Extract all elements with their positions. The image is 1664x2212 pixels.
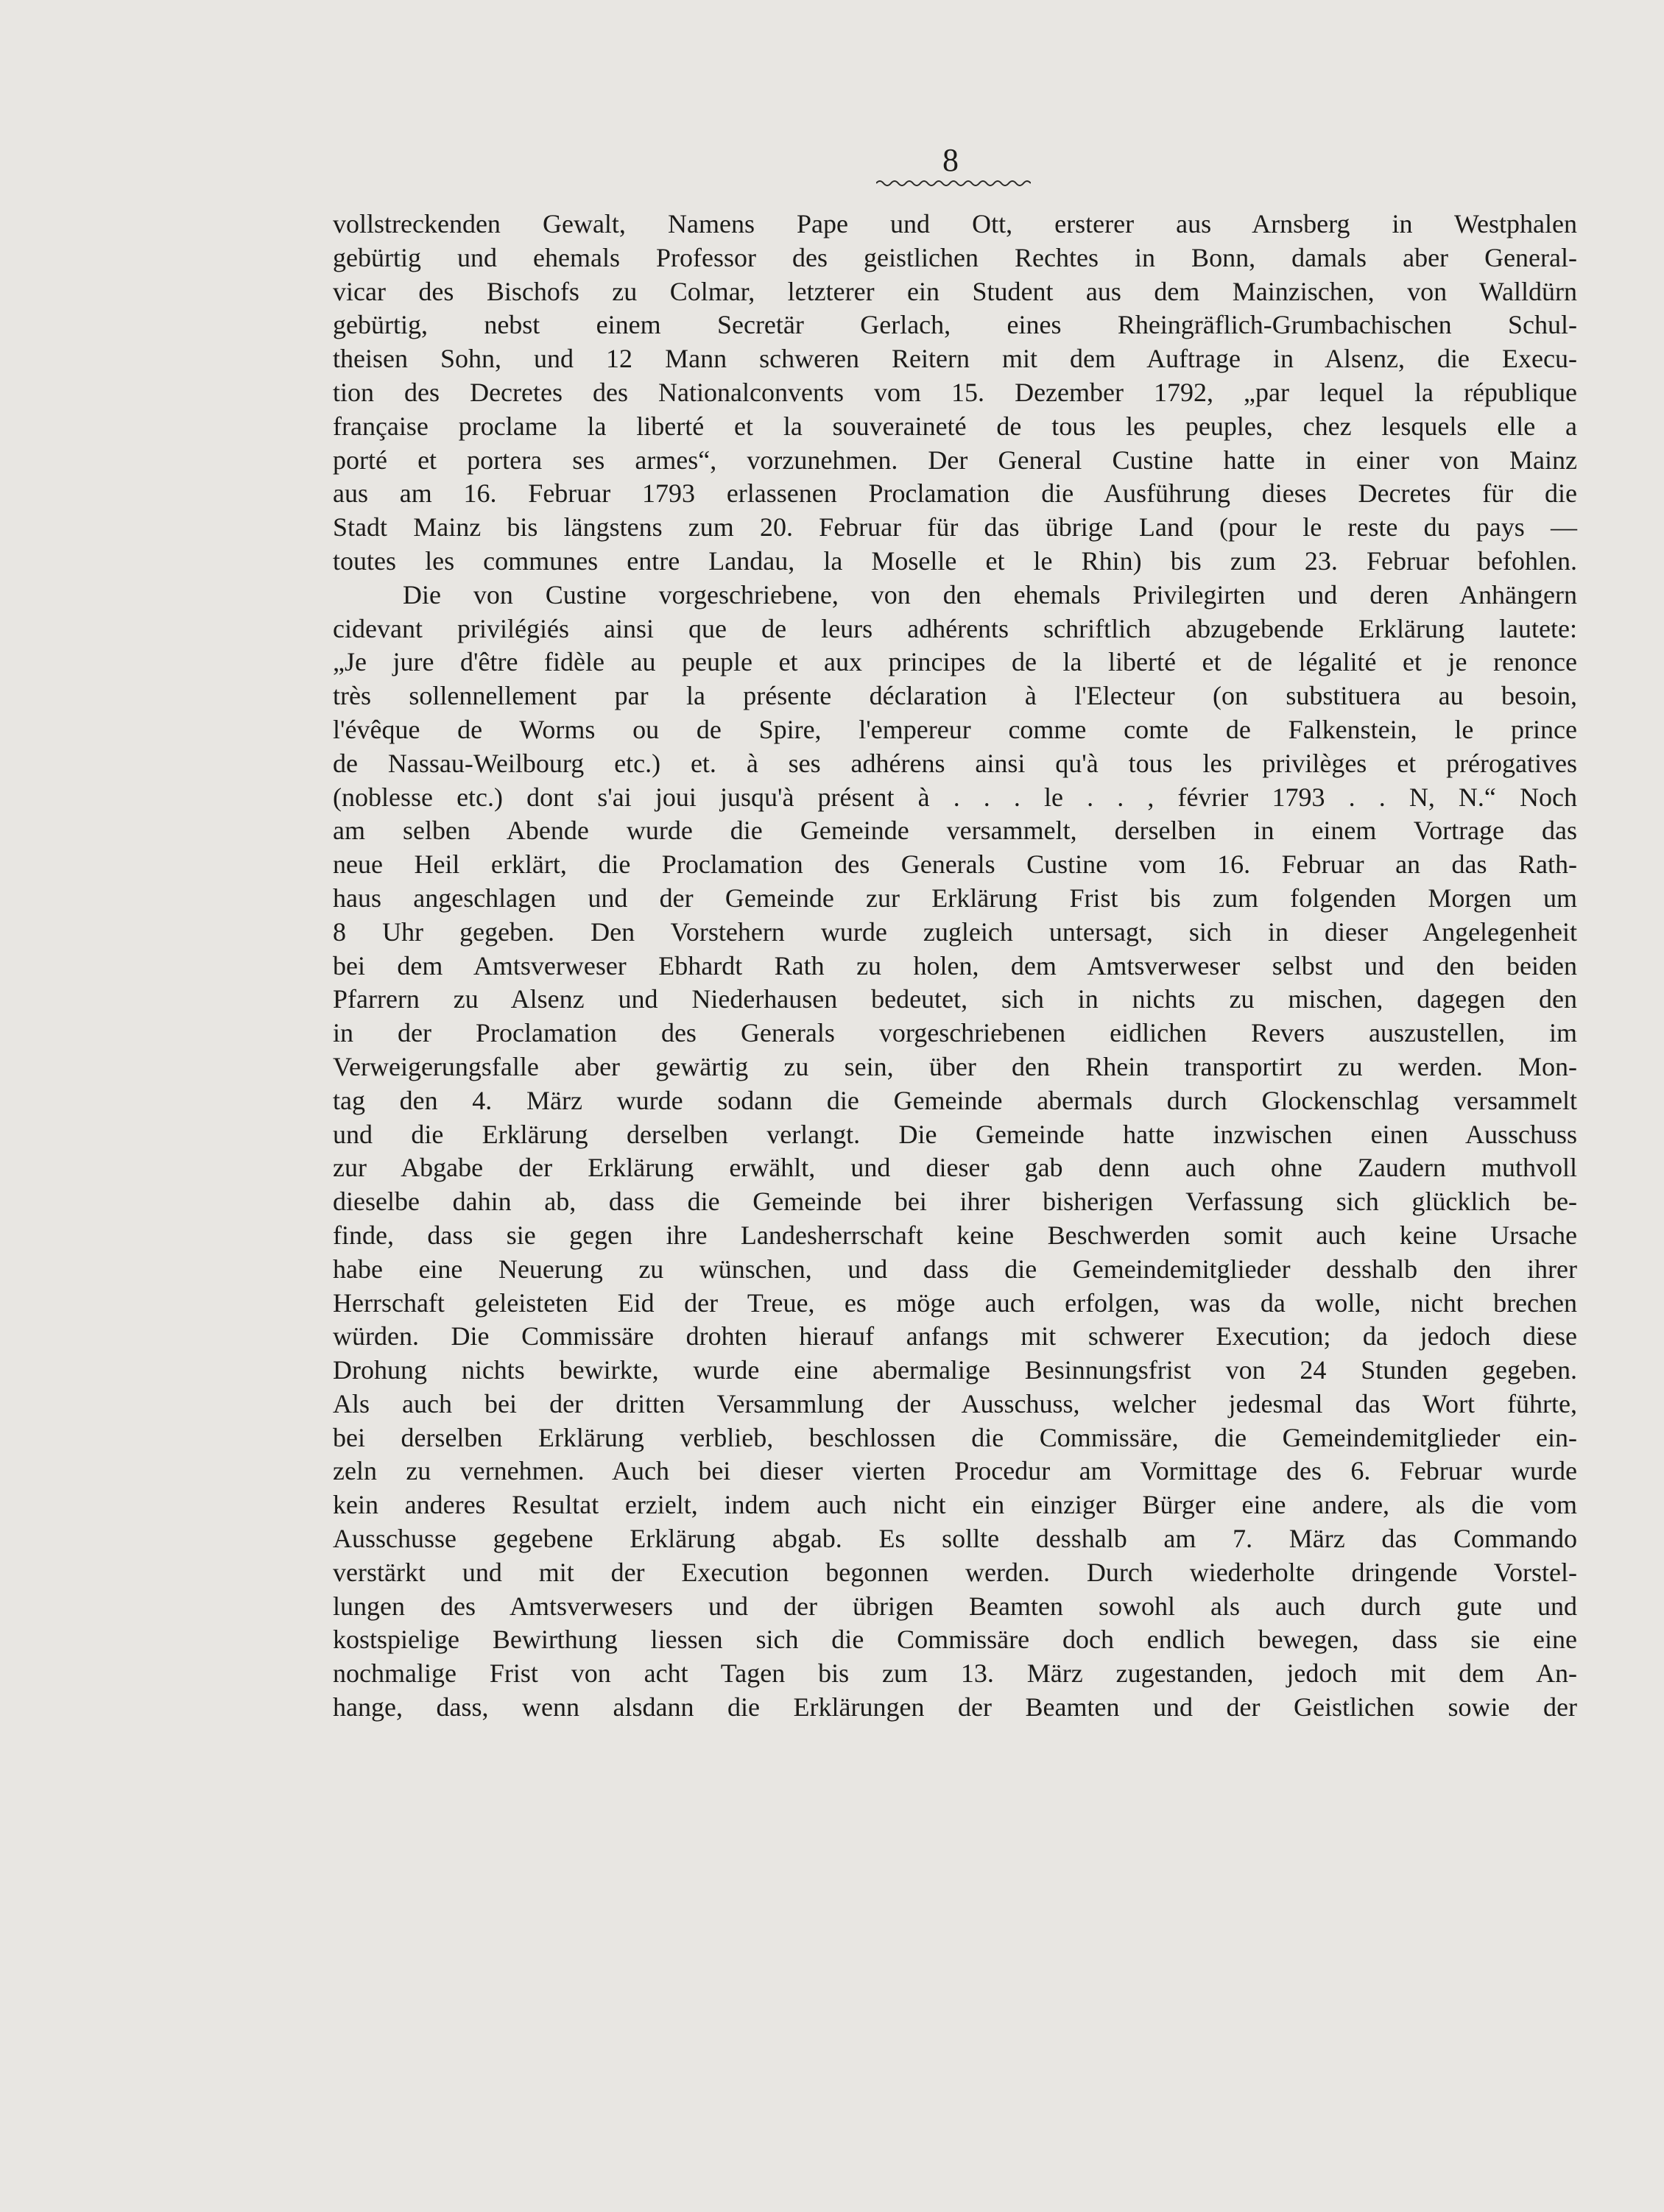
text-line: 8 Uhr gegeben. Den Vorstehern wurde zugleich untersagt, sich in dieser Angelegenheit bbox=[333, 916, 1577, 947]
text-line: finde, dass sie gegen ihre Landesherrschaft keine Beschwerden somit auch keine Ursache bbox=[333, 1220, 1577, 1250]
body-text bbox=[333, 208, 1577, 1725]
text-line: (noblesse etc.) dont s'ai joui jusqu'à présent à . . . le . . , février 1793 . . N, N.“ Noch bbox=[333, 782, 1577, 812]
text-line: habe eine Neuerung zu wünschen, und dass die Gemeindemitglieder desshalb den ihrer bbox=[333, 1254, 1577, 1284]
text-line: vicar des Bischofs zu Colmar, letzterer ein Student aus dem Mainzischen, von Walldürn bbox=[333, 276, 1577, 306]
text-line: zeln zu vernehmen. Auch bei dieser vierten Procedur am Vormittage des 6. Februar wurde bbox=[333, 1456, 1577, 1486]
text-line: bei derselben Erklärung verblieb, beschlossen die Commissäre, die Gemeindemitglieder ein- bbox=[333, 1422, 1577, 1452]
text-line: zur Abgabe der Erklärung erwählt, und dieser gab denn auch ohne Zaudern muthvoll bbox=[333, 1153, 1577, 1183]
text-line: Die von Custine vorgeschriebene, von den ehemals Privilegirten und deren Anhängern bbox=[403, 579, 1577, 609]
text-line: kostspielige Bewirthung liessen sich die Commissäre doch endlich bewegen, dass sie eine bbox=[333, 1625, 1577, 1655]
text-line: neue Heil erklärt, die Proclamation des Generals Custine vom 16. Februar an das Rath- bbox=[333, 849, 1577, 880]
text-line: Herrschaft geleisteten Eid der Treue, es möge auch erfolgen, was da wolle, nicht brechen bbox=[333, 1287, 1577, 1318]
text-line: toutes les communes entre Landau, la Moselle et le Rhin) bis zum 23. Februar befohlen. bbox=[333, 545, 1577, 576]
text-line: vollstreckenden Gewalt, Namens Pape und Ott, ersterer aus Arnsberg in Westphalen bbox=[333, 209, 1577, 238]
text-line: in der Proclamation des Generals vorgeschriebenen eidlichen Revers auszustellen, im bbox=[333, 1018, 1577, 1048]
text-line: porté et portera ses armes“, vorzunehmen. Der General Custine hatte in einer von Mainz bbox=[333, 445, 1577, 475]
text-line: Drohung nichts bewirkte, wurde eine abermalige Besinnungsfrist von 24 Stunden gegeben. bbox=[333, 1355, 1577, 1385]
text-line: „Je jure d'être fidèle au peuple et aux principes de la liberté et de légalité et je renonce bbox=[333, 647, 1577, 677]
text-line: Stadt Mainz bis längstens zum 20. Februar für das übrige Land (pour le reste du pays — bbox=[333, 512, 1577, 543]
text-line: haus angeschlagen und der Gemeinde zur Erklärung Frist bis zum folgenden Morgen um bbox=[333, 883, 1577, 913]
text-line: theisen Sohn, und 12 Mann schweren Reitern mit dem Auftrage in Alsenz, die Execu- bbox=[333, 344, 1577, 374]
text-line: française proclame la liberté et la souveraineté de tous les peuples, chez lesquels elle a bbox=[333, 411, 1577, 441]
text-line: verstärkt und mit der Execution begonnen werden. Durch wiederholte dringende Vorstel- bbox=[333, 1557, 1577, 1587]
text-line: de Nassau-Weilbourg etc.) et. à ses adhérens ainsi qu'à tous les privilèges et prérogatives bbox=[333, 748, 1577, 778]
text-line: nochmalige Frist von acht Tagen bis zum 13. März zugestanden, jedoch mit dem An- bbox=[333, 1658, 1577, 1689]
text-line: gebürtig und ehemals Professor des geistlichen Rechtes in Bonn, damals aber General- bbox=[333, 242, 1577, 272]
text-line: aus am 16. Februar 1793 erlassenen Proclamation die Ausführung dieses Decretes für die bbox=[333, 478, 1577, 509]
text-line: am selben Abende wurde die Gemeinde versammelt, derselben in einem Vortrage das bbox=[333, 816, 1577, 846]
page-number: 8 bbox=[942, 142, 959, 178]
text-line: Pfarrern zu Alsenz und Niederhausen bedeutet, sich in nichts zu mischen, dagegen den bbox=[333, 984, 1577, 1014]
text-line: très sollennellement par la présente déclaration à l'Electeur (on substituera au besoin, bbox=[333, 681, 1577, 711]
text-line: bei dem Amtsverweser Ebhardt Rath zu holen, dem Amtsverweser selbst und den beiden bbox=[333, 950, 1577, 980]
text-line: Als auch bei der dritten Versammlung der Ausschuss, welcher jedesmal das Wort führte, bbox=[333, 1388, 1577, 1418]
text-line: hange, dass, wenn alsdann die Erklärungen der Beamten und der Geistlichen sowie der bbox=[333, 1692, 1577, 1722]
text-line: lungen des Amtsverwesers und der übrigen Beamten sowohl als auch durch gute und bbox=[333, 1591, 1577, 1621]
text-line: tion des Decretes des Nationalconvents vom 15. Dezember 1792, „par lequel la république bbox=[333, 377, 1577, 407]
text-line: würden. Die Commissäre drohten hierauf anfangs mit schwerer Execution; da jedoch diese bbox=[333, 1321, 1577, 1351]
text-line: Verweigerungsfalle aber gewärtig zu sein, über den Rhein transportirt zu werden. Mon- bbox=[333, 1051, 1577, 1081]
text-line: gebürtig, nebst einem Secretär Gerlach, eines Rheingräflich-Grumbachischen Schul- bbox=[333, 310, 1577, 340]
text-line: tag den 4. März wurde sodann die Gemeinde abermals durch Glockenschlag versammelt bbox=[333, 1085, 1577, 1115]
text-line: kein anderes Resultat erzielt, indem auch nicht ein einziger Bürger eine andere, als die vom bbox=[333, 1490, 1577, 1520]
text-line: dieselbe dahin ab, dass die Gemeinde bei ihrer bisherigen Verfassung sich glücklich be- bbox=[333, 1187, 1577, 1217]
text-line: cidevant privilégiés ainsi que de leurs adhérents schriftlich abzugebende Erklärung lautete: bbox=[333, 613, 1577, 643]
text-line: und die Erklärung derselben verlangt. Die Gemeinde hatte inzwischen einen Ausschuss bbox=[333, 1119, 1577, 1149]
text-line: Ausschusse gegebene Erklärung abgab. Es sollte desshalb am 7. März das Commando bbox=[333, 1524, 1577, 1554]
text-line: l'évêque de Worms ou de Spire, l'empereur comme comte de Falkenstein, le prince bbox=[333, 714, 1577, 744]
wavy-rule-ornament bbox=[876, 178, 1031, 188]
